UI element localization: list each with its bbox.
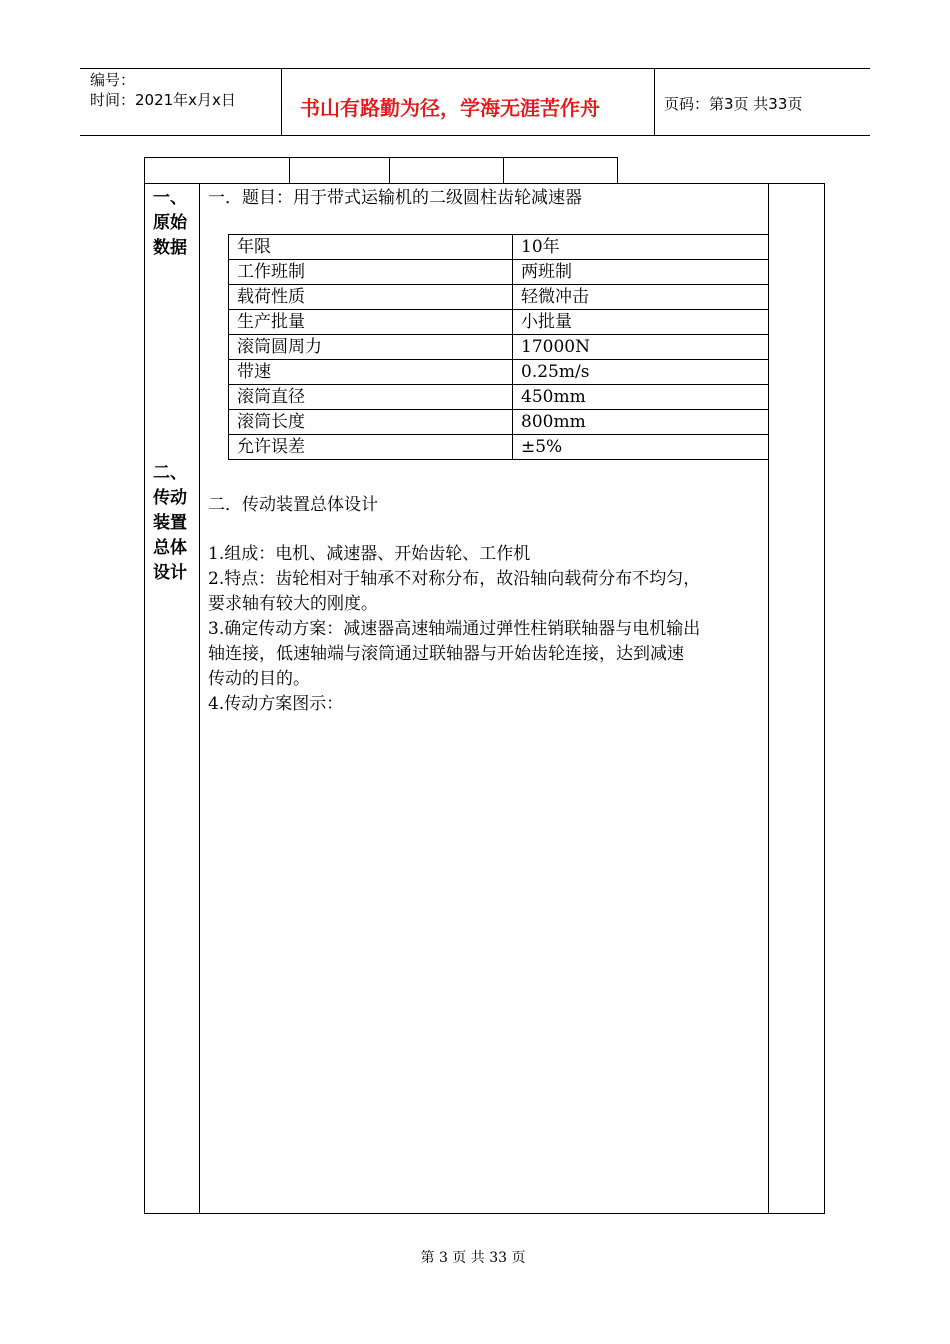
doc-number-label: 编号： (90, 71, 136, 89)
paragraph-line: 传动的目的。 (208, 669, 310, 689)
table-row: 滚筒直径 450mm (229, 385, 769, 410)
design-text-block (208, 542, 764, 717)
section2-label: 二、 传动 装置 总体 设计 (153, 463, 187, 583)
parameter-table (228, 234, 769, 460)
paragraph-line: 4.传动方案图示： (208, 694, 344, 714)
paragraph-line: 3.确定传动方案：减速器高速轴端通过弹性柱销联轴器与电机输出 (208, 619, 701, 639)
table-row: 载荷性质 轻微冲击 (229, 285, 769, 310)
paragraph-line: 轴连接，低速轴端与滚筒通过联轴器与开始齿轮连接，达到减速 (208, 644, 684, 664)
paragraph-line: 要求轴有较大的刚度。 (208, 594, 378, 614)
page-counter: 页码：第3页 共33页 (664, 95, 803, 113)
table-row: 滚筒长度 800mm (229, 410, 769, 435)
stub-divider (289, 157, 290, 183)
stub-table (144, 157, 618, 183)
doc-time-label: 时间：2021年x月x日 (90, 91, 236, 109)
table-row: 生产批量 小批量 (229, 310, 769, 335)
paragraph-line: 2.特点：齿轮相对于轴承不对称分布，故沿轴向载荷分布不均匀， (208, 569, 701, 589)
section1-label: 一、 原始 数据 (153, 188, 187, 258)
table-row: 年限 10年 (229, 235, 769, 260)
header-divider (654, 68, 655, 135)
motto-text: 书山有路勤为径，学海无涯苦作舟 (300, 96, 600, 120)
left-column-divider (199, 183, 200, 1214)
stub-divider (503, 157, 504, 183)
topic-title: 一．题目：用于带式运输机的二级圆柱齿轮减速器 (208, 188, 582, 208)
paragraph-line: 1.组成：电机、减速器、开始齿轮、工作机 (208, 544, 531, 564)
section2-title: 二．传动装置总体设计 (208, 495, 378, 515)
page-footer: 第 3 页 共 33 页 (420, 1250, 526, 1266)
stub-divider (389, 157, 390, 183)
header-top-rule (80, 68, 870, 69)
header-divider (281, 68, 282, 135)
header-bottom-rule (80, 135, 870, 136)
table-row: 带速 0.25m/s (229, 360, 769, 385)
table-row: 允许误差 ±5% (229, 435, 769, 460)
table-row: 工作班制 两班制 (229, 260, 769, 285)
table-row: 滚筒圆周力 17000N (229, 335, 769, 360)
